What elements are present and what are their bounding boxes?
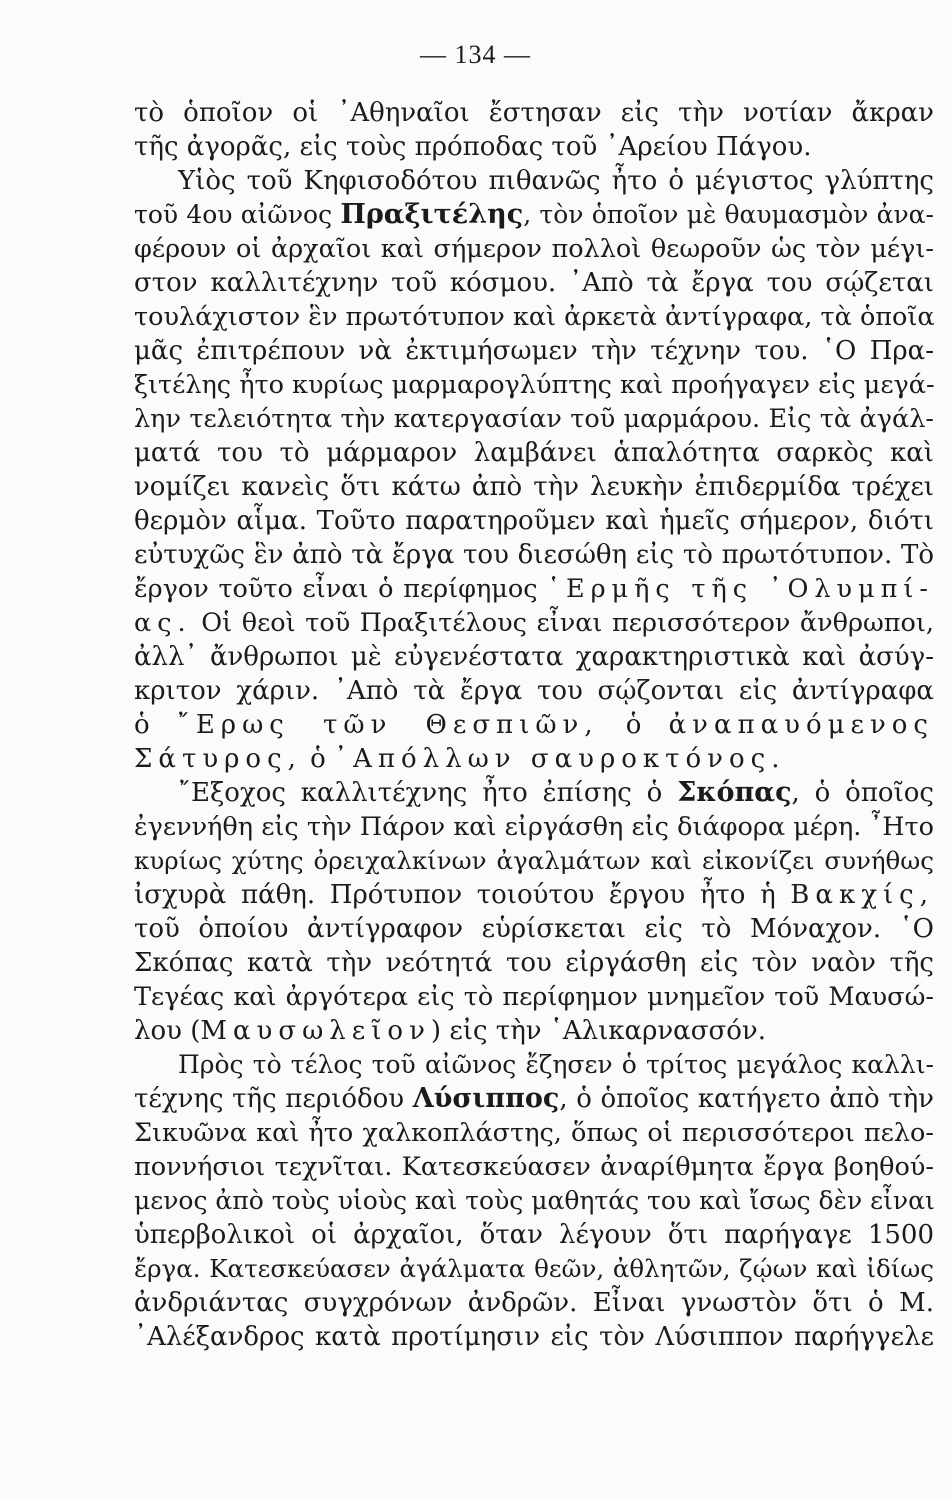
text-segment: , ὁ ὁποῖος κατήγετο ἀπὸ τὴν	[559, 1084, 934, 1114]
text-line	[134, 232, 934, 266]
text-segment: μᾶς ἐπιτρέπουν νὰ ἐκτιμήσωμεν τὴν τέχνην του. ῾Ο Πρα-	[134, 336, 934, 366]
text-segment: Σικυῶνα καὶ ἦτο χαλκοπλάστης, ὅπως οἱ περισσότεροι πελο-	[134, 1118, 934, 1148]
text-line	[134, 300, 934, 334]
text-segment: ἔργον τοῦτο εἶναι ὁ περίφημος	[134, 574, 548, 604]
text-segment: ῎Εξοχος καλλιτέχνης ἦτο ἐπίσης ὁ	[178, 778, 678, 808]
text-segment: ὑπερβολικοὶ οἱ ἀρχαῖοι, ὅταν λέγουν ὅτι παρήγαγε 1500	[134, 1220, 934, 1250]
text-segment: στον καλλιτέχνην τοῦ κόσμου. ᾿Απὸ τὰ ἔργα του σῴζεται	[134, 268, 934, 298]
text-segment: , τὸν ὁποῖον μὲ θαυμασμὸν ἀνα-	[523, 200, 934, 229]
spaced-title: ας.	[134, 608, 192, 638]
text-segment: νομίζει κανεὶς ὅτι κάτω ἀπὸ τὴν λευκὴν ἐπιδερμίδα τρέχει	[134, 472, 934, 502]
text-line	[134, 572, 934, 606]
text-line	[134, 776, 934, 810]
text-segment: ἰσχυρὰ πάθη. Πρότυπον τοιούτου ἔργου ἦτο ἡ	[134, 880, 791, 910]
text-line	[134, 1320, 934, 1354]
text-line	[134, 1252, 934, 1286]
text-line	[134, 504, 934, 538]
text-line	[134, 878, 934, 912]
text-segment: Τεγέας καὶ ἀργότερα εἰς τὸ περίφημον μνημεῖον τοῦ Μαυσώ-	[134, 982, 934, 1012]
text-segment: τῆς ἀγορᾶς, εἰς τοὺς πρόποδας τοῦ ᾿Αρείου Πάγου.	[134, 132, 812, 162]
text-line	[134, 164, 934, 198]
text-segment: ξιτέλης ἦτο κυρίως μαρμαρογλύπτης καὶ προήγαγεν εἰς μεγά-	[134, 370, 935, 400]
body-text	[134, 96, 934, 1354]
text-segment: ὁ	[134, 710, 177, 740]
text-segment: ποννήσιοι τεχνῖται. Κατεσκεύασεν ἀναρίθμητα ἔργα βοηθού-	[134, 1152, 934, 1182]
text-segment: λου (	[134, 1016, 201, 1046]
text-segment: τοῦ 4ου αἰῶνος	[134, 200, 341, 229]
text-segment: τουλάχιστον ἓν πρωτότυπον καὶ ἀρκετὰ ἀντίγραφα, τὰ ὁποῖα	[134, 302, 935, 332]
text-segment: Σκόπας κατὰ τὴν νεότητά του εἰργάσθη εἰς τὸν ναὸν τῆς	[134, 948, 934, 978]
text-line	[134, 742, 934, 776]
emphasized-name: Λύσιππος	[412, 1083, 560, 1114]
spaced-title: ἀναπαυόμενος	[668, 710, 934, 740]
spaced-title: Σάτυρος,	[134, 744, 302, 774]
text-segment: τέχνης τῆς περιόδου	[134, 1084, 413, 1114]
text-segment: ἔργα. Κατεσκεύασεν ἀγάλματα θεῶν, ἀθλητῶν, ζῴων καὶ ἰδίως	[134, 1254, 934, 1283]
text-segment: ὁ	[598, 710, 669, 740]
text-segment: Υἱὸς τοῦ Κηφισοδότου πιθανῶς ἦτο ὁ μέγιστος γλύπτης	[178, 166, 934, 196]
text-line	[134, 912, 934, 946]
text-segment: ἀνδριάντας συγχρόνων ἀνδρῶν. Εἶναι γνωστὸν ὅτι ὁ Μ.	[134, 1288, 934, 1318]
text-segment: τὸ ὁποῖον οἱ ᾿Αθηναῖοι ἔστησαν εἰς τὴν νοτίαν ἄκραν	[134, 98, 934, 128]
text-line	[134, 334, 934, 368]
text-line	[134, 1218, 934, 1252]
text-segment: ) εἰς τὴν ῾Αλικαρνασσόν.	[430, 1016, 766, 1046]
text-line	[134, 538, 934, 572]
text-line	[134, 1048, 934, 1082]
spaced-title: ῎Ερως τῶν Θεσπιῶν,	[176, 710, 599, 740]
text-segment: Οἱ θεοὶ τοῦ Πραξιτέλους εἶναι περισσότερον ἄνθρωποι,	[191, 608, 934, 638]
text-line	[134, 708, 934, 742]
text-line	[134, 844, 934, 878]
text-segment: ὁ	[301, 744, 335, 774]
emphasized-name: Σκόπας	[677, 777, 792, 808]
text-line	[134, 130, 934, 164]
text-segment: κριτον χάριν. ᾿Απὸ τὰ ἔργα του σῴζονται εἰς ἀντίγραφα	[134, 676, 934, 706]
text-line	[134, 436, 934, 470]
text-segment: ματά του τὸ μάρμαρον λαμβάνει ἁπαλότητα σαρκὸς καὶ	[134, 438, 934, 468]
text-segment: , ὁ ὁποῖος	[791, 778, 934, 808]
emphasized-name: Πραξιτέλης	[340, 199, 524, 230]
text-segment: ἀλλ᾿ ἄνθρωποι μὲ εὐγενέστατα χαρακτηριστικὰ καὶ ἀσύγ-	[134, 642, 934, 672]
text-segment: κυρίως χύτης ὀρειχαλκίνων ἀγαλμάτων καὶ εἰκονίζει συνήθως	[134, 846, 934, 875]
text-segment: λην τελειότητα τὴν κατεργασίαν τοῦ μαρμάρου. Εἰς τὰ ἀγάλ-	[134, 404, 934, 434]
spaced-title: Μαυσωλεῖον	[200, 1016, 431, 1046]
page-number: — 134 —	[420, 40, 531, 69]
text-segment: θερμὸν αἷμα. Τοῦτο παρατηροῦμεν καὶ ἡμεῖς σήμερον, διότι	[134, 506, 934, 536]
text-line	[134, 1184, 934, 1218]
text-line	[134, 1150, 934, 1184]
text-line	[134, 368, 934, 402]
text-line	[134, 640, 934, 674]
text-line	[134, 402, 934, 436]
text-line	[134, 470, 934, 504]
text-line	[134, 1116, 934, 1150]
text-line	[134, 810, 934, 844]
text-segment: ἐγεννήθη εἰς τὴν Πάρον καὶ εἰργάσθη εἰς διάφορα μέρη. ῏Ητο	[134, 812, 934, 842]
text-line	[134, 674, 934, 708]
text-line	[134, 1286, 934, 1320]
text-line	[134, 96, 934, 130]
text-line	[134, 946, 934, 980]
text-segment: τοῦ ὁποίου ἀντίγραφον εὑρίσκεται εἰς τὸ Μόναχον. ῾Ο	[134, 914, 934, 944]
text-line	[134, 266, 934, 300]
text-line	[134, 1082, 934, 1116]
text-segment: Πρὸς τὸ τέλος τοῦ αἰῶνος ἔζησεν ὁ τρίτος μεγάλος καλλι-	[178, 1050, 934, 1079]
spaced-title: ᾿Απόλλων σαυροκτόνος.	[334, 744, 786, 774]
text-line	[134, 198, 934, 232]
text-line	[134, 1014, 934, 1048]
text-segment: φέρουν οἱ ἀρχαῖοι καὶ σήμερον πολλοὶ θεωροῦν ὡς τὸν μέγι-	[134, 234, 934, 264]
text-line	[134, 606, 934, 640]
text-segment: μενος ἀπὸ τοὺς υἱοὺς καὶ τοὺς μαθητάς του καὶ ἴσως δὲν εἶναι	[134, 1186, 935, 1215]
text-segment: εὐτυχῶς ἓν ἀπὸ τὰ ἔργα του διεσώθη εἰς τὸ πρωτότυπον. Τὸ	[134, 540, 934, 570]
text-line	[134, 980, 934, 1014]
text-segment: ᾿Αλέξανδρος κατὰ προτίμησιν εἰς τὸν Λύσιππον παρήγγελε	[134, 1322, 934, 1352]
spaced-title: ῾Ερμῆς τῆς ᾿Ολυμπί-	[547, 574, 934, 604]
spaced-title: Βακχίς,	[790, 880, 934, 910]
